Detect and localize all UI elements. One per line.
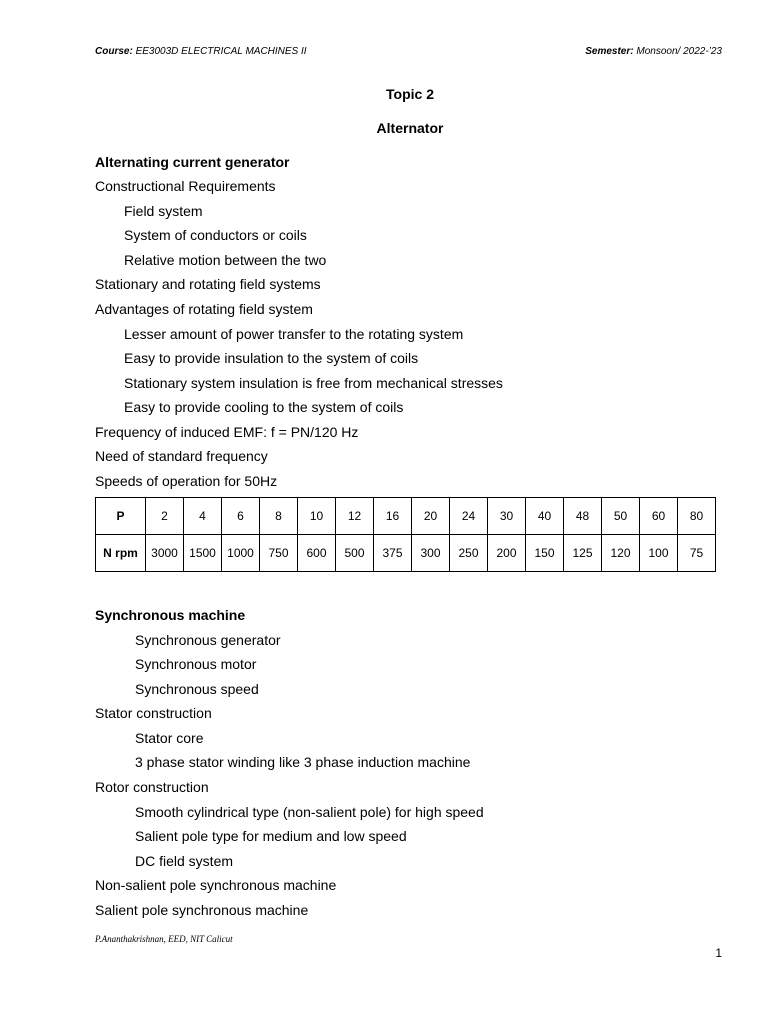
- table-cell: 500: [336, 535, 374, 572]
- table-cell: 80: [678, 498, 716, 535]
- course-value: EE3003D ELECTRICAL MACHINES II: [135, 46, 307, 57]
- alternator-subtitle: Alternator: [376, 120, 444, 136]
- table-cell: 60: [640, 498, 678, 535]
- table-cell: 10: [298, 498, 336, 535]
- table-cell: 750: [260, 535, 298, 572]
- stator-item: Stator core: [135, 730, 204, 746]
- table-cell: 30: [488, 498, 526, 535]
- table-cell: 16: [374, 498, 412, 535]
- topic-title: Topic 2: [386, 86, 434, 102]
- table-cell: 12: [336, 498, 374, 535]
- table-cell: 100: [640, 535, 678, 572]
- table-row-speed: [96, 535, 716, 572]
- synchronous-item: Synchronous speed: [135, 681, 259, 697]
- speeds-table: [95, 497, 716, 572]
- advantage-item: Stationary system insulation is free from mechanical stresses: [124, 375, 503, 391]
- table-cell: 48: [564, 498, 602, 535]
- stator-construction: Stator construction: [95, 705, 212, 721]
- semester-header: [585, 46, 722, 57]
- table-cell: 1000: [222, 535, 260, 572]
- table-cell: 300: [412, 535, 450, 572]
- advantages-heading: Advantages of rotating field system: [95, 301, 313, 317]
- table-cell: 200: [488, 535, 526, 572]
- table-row-header: P: [96, 498, 146, 535]
- frequency-formula: Frequency of induced EMF: f = PN/120 Hz: [95, 424, 359, 440]
- speeds-heading: Speeds of operation for 50Hz: [95, 473, 278, 489]
- advantage-item: Lesser amount of power transfer to the rotating system: [124, 326, 464, 342]
- requirement-item: Relative motion between the two: [124, 252, 327, 268]
- table-cell: 150: [526, 535, 564, 572]
- table-cell: 50: [602, 498, 640, 535]
- rotor-item: Smooth cylindrical type (non-salient pole) for high speed: [135, 804, 484, 820]
- non-salient-line: Non-salient pole synchronous machine: [95, 877, 337, 893]
- table-cell: 125: [564, 535, 602, 572]
- semester-value: Monsoon/ 2022-’23: [636, 46, 722, 57]
- table-cell: 4: [184, 498, 222, 535]
- table-cell: 1500: [184, 535, 222, 572]
- table-cell: 120: [602, 535, 640, 572]
- synchronous-item: Synchronous motor: [135, 656, 257, 672]
- table-cell: 375: [374, 535, 412, 572]
- table-cell: 24: [450, 498, 488, 535]
- page-number: 1: [715, 946, 722, 960]
- advantage-item: Easy to provide insulation to the system of coils: [124, 350, 419, 366]
- table-cell: 8: [260, 498, 298, 535]
- table-row-poles: [96, 498, 716, 535]
- course-label: Course:: [95, 46, 133, 57]
- table-cell: 250: [450, 535, 488, 572]
- requirement-item: Field system: [124, 203, 203, 219]
- table-cell: 600: [298, 535, 336, 572]
- advantage-item: Easy to provide cooling to the system of coils: [124, 399, 404, 415]
- synchronous-item: Synchronous generator: [135, 632, 281, 648]
- table-cell: 3000: [146, 535, 184, 572]
- rotor-construction: Rotor construction: [95, 779, 209, 795]
- rotor-item: Salient pole type for medium and low speed: [135, 828, 407, 844]
- section-heading-ac-generator: Alternating current generator: [95, 154, 290, 170]
- salient-line: Salient pole synchronous machine: [95, 902, 309, 918]
- table-cell: 75: [678, 535, 716, 572]
- course-header: [95, 46, 307, 57]
- table-cell: 20: [412, 498, 450, 535]
- requirement-item: System of conductors or coils: [124, 227, 307, 243]
- standard-frequency-line: Need of standard frequency: [95, 448, 268, 464]
- table-cell: 2: [146, 498, 184, 535]
- stator-item: 3 phase stator winding like 3 phase induction machine: [135, 754, 471, 770]
- section-heading-synchronous: Synchronous machine: [95, 607, 246, 623]
- constructional-requirements: Constructional Requirements: [95, 178, 276, 194]
- stationary-rotating-line: Stationary and rotating field systems: [95, 276, 321, 292]
- table-cell: 6: [222, 498, 260, 535]
- table-row-header: N rpm: [96, 535, 146, 572]
- rotor-item: DC field system: [135, 853, 234, 869]
- semester-label: Semester:: [585, 46, 634, 57]
- table-cell: 40: [526, 498, 564, 535]
- footer-author: P.Ananthakrishnan, EED, NIT Calicut: [95, 934, 233, 944]
